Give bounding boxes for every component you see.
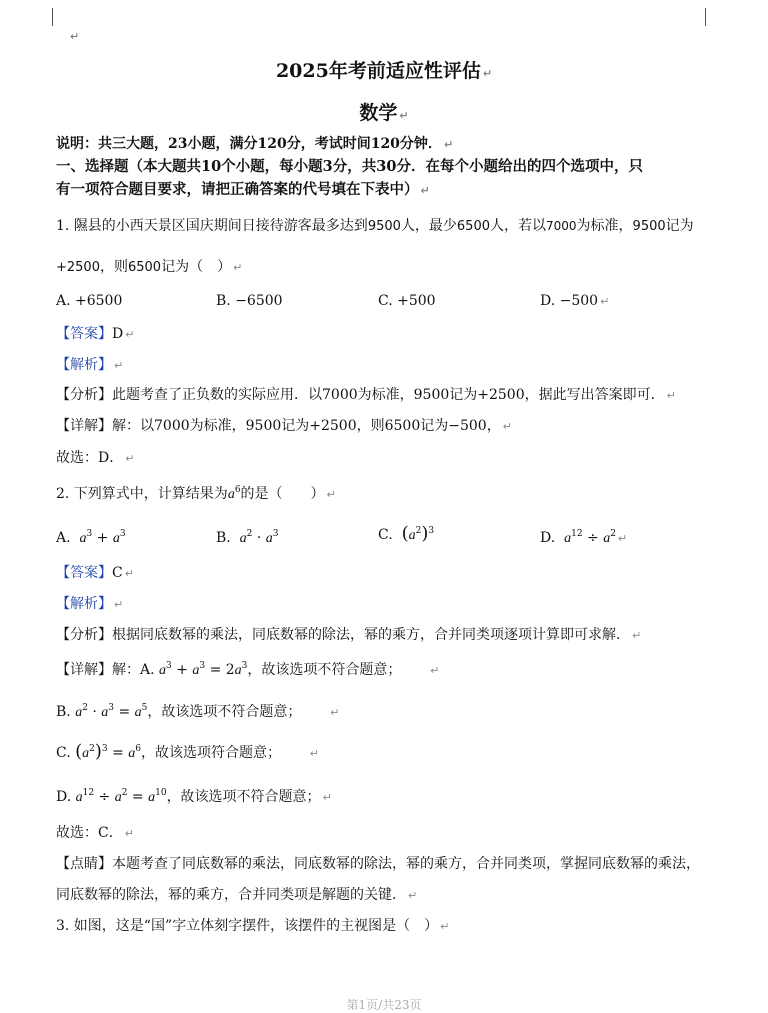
- q1-analysis-tag: 【解析】 ↵: [56, 357, 124, 373]
- instructions: 说明：共三大题，23小题，满分120分，考试时间120分钟． ↵: [56, 136, 454, 152]
- exam-title: 2025年考前适应性评估 ↵: [275, 60, 493, 82]
- q2-answer: 【答案】C ↵: [56, 565, 134, 581]
- q1-answer: 【答案】D ↵: [56, 326, 135, 342]
- q1-option-b: B. −6500: [216, 293, 283, 309]
- section-heading-line1: 一、选择题（本大题共10个小题，每小题3分，共30分．在每个小题给出的四个选项中，只: [56, 158, 643, 175]
- q1-option-d: D. −500 ↵: [540, 293, 610, 309]
- q2-option-d: D. $a^{12} \div a^2$ ↵: [540, 529, 628, 546]
- q2-stem: 2. 下列算式中，计算结果为$a^6$的是（ ） ↵: [56, 485, 336, 502]
- q2-option-c: C. $(a^2)^3$: [378, 523, 435, 544]
- q2-choice: 故选：C． ↵: [56, 825, 134, 841]
- q1-option-a: A. +6500: [56, 293, 123, 309]
- q2-detail-c: C. $(a^2)^3 = a^6$，故该选项符合题意； ↵: [56, 741, 319, 762]
- q2-analysis-tag: 【解析】 ↵: [56, 596, 124, 612]
- subject-title: 数学 ↵: [359, 102, 409, 124]
- q2-dianjing-line2: 同底数幂的除法，幂的乘方，合并同类项是解题的关键． ↵: [56, 887, 418, 903]
- q1-choice: 故选：D． ↵: [56, 450, 135, 466]
- q2-fenxi: 【分析】根据同底数幂的乘法，同底数幂的除法，幂的乘方，合并同类项逐项计算即可求解． ↵: [56, 627, 642, 643]
- q2-dianjing-line1: 【点睛】本题考查了同底数幂的乘法，同底数幂的除法，幂的乘方，合并同类项，掌握同底数幂的乘法，: [56, 856, 700, 872]
- page-footer: 第1页/共23页: [346, 998, 422, 1012]
- q1-stem-line1: 1. 隰县的小西天景区国庆期间日接待游客最多达到9500人，最少6500人，若以7000为标准，9500记为: [56, 218, 694, 234]
- q2-detail-b: B. $a^2 \cdot a^3 = a^5$，故该选项不符合题意； ↵: [56, 703, 340, 720]
- q1-fenxi: 【分析】此题考查了正负数的实际应用．以7000为标准，9500记为+2500，据此写出答案即可． ↵: [56, 387, 676, 403]
- q1-stem-line2: +2500，则6500记为（ ） ↵: [56, 259, 243, 275]
- q2-xiangjie-a: 【详解】解：A. $a^3 + a^3 = 2a^3$，故该选项不符合题意； ↵: [56, 661, 440, 678]
- q1-xiangjie: 【详解】解：以7000为标准，9500记为+2500，则6500记为−500， ↵: [56, 418, 512, 434]
- crop-mark-left: [52, 8, 53, 26]
- q2-option-a: A. $a^3 + a^3$: [56, 529, 126, 546]
- q3-stem: 3. 如图，这是“国”字立体刻字摆件，该摆件的主视图是（ ） ↵: [56, 918, 450, 934]
- q1-option-c: C. +500: [378, 293, 436, 309]
- paragraph-mark-icon: ↵: [70, 30, 80, 43]
- crop-mark-right: [705, 8, 706, 26]
- q2-option-b: B. $a^2 \cdot a^3$: [216, 529, 279, 546]
- q2-detail-d: D. $a^{12} \div a^2 = a^{10}$，故该选项不符合题意； ↵: [56, 788, 332, 805]
- section-heading-line2: 有一项符合题目要求，请把正确答案的代号填在下表中） ↵: [56, 181, 430, 198]
